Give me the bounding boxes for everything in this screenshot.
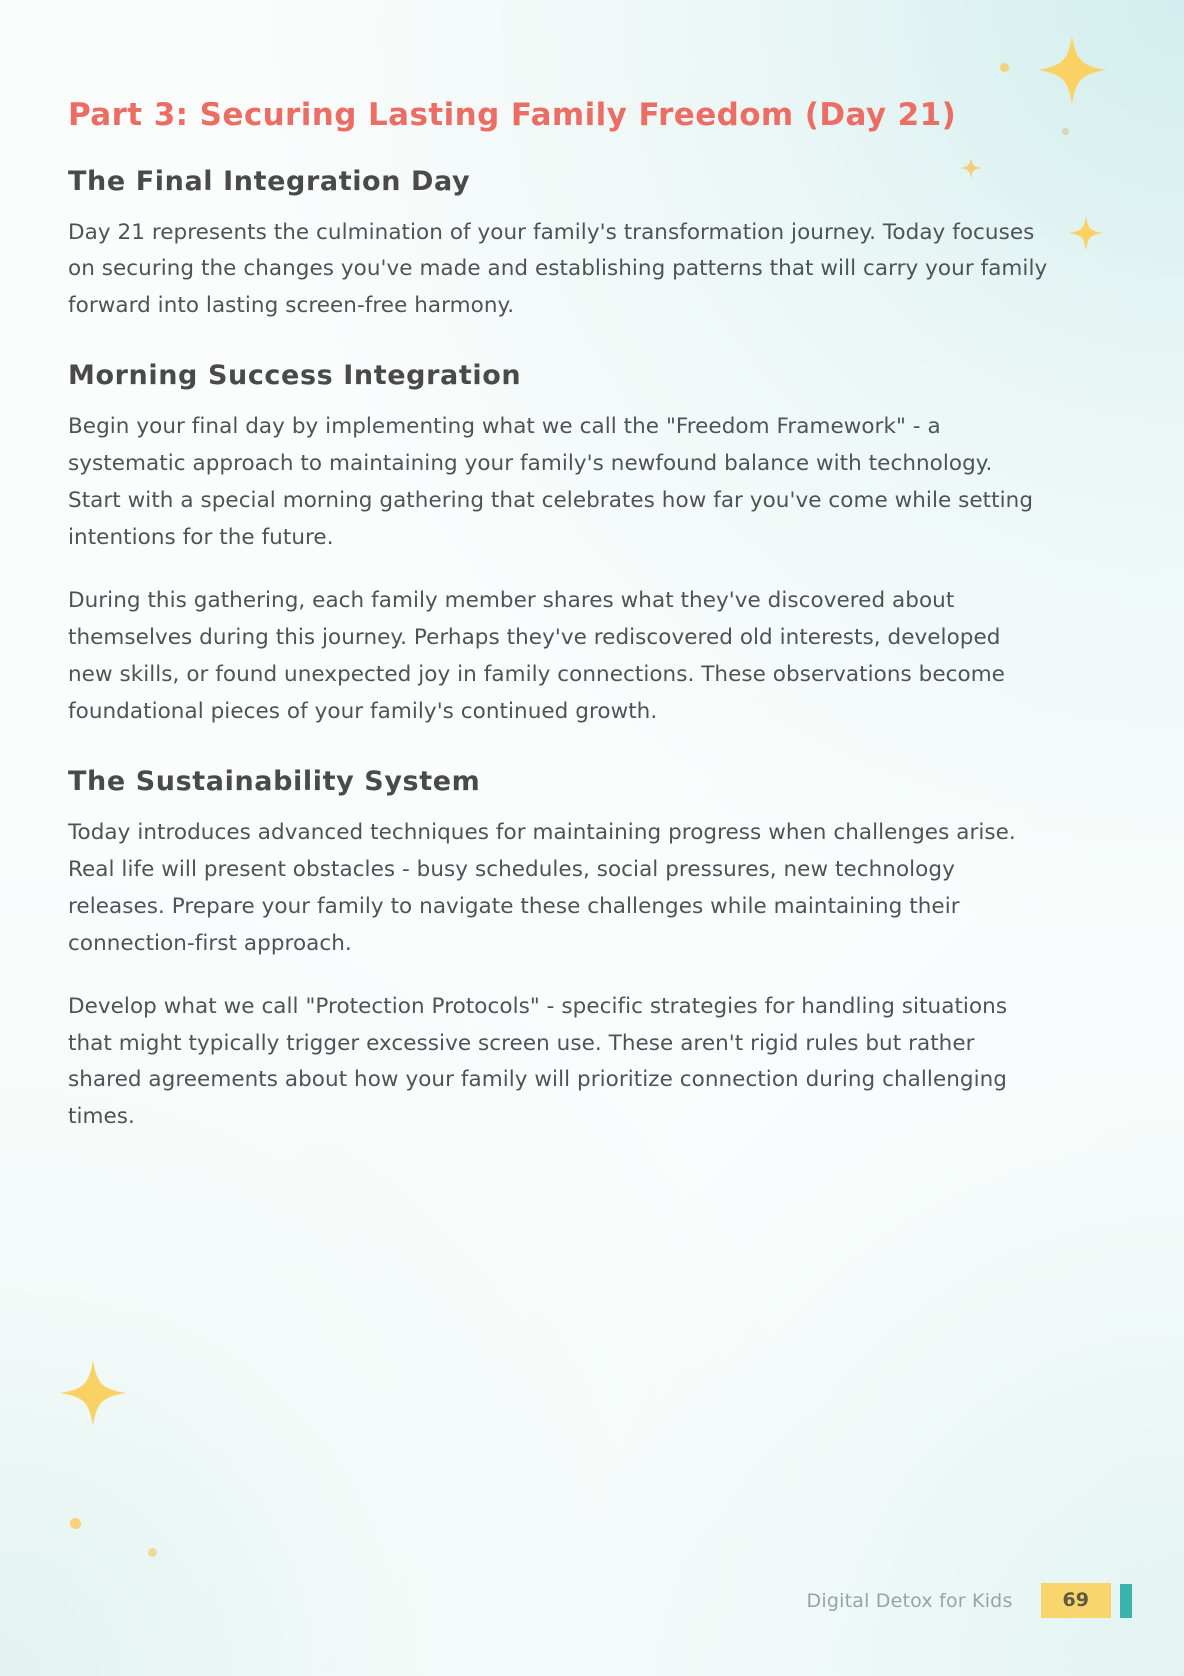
footer-book-title: Digital Detox for Kids <box>806 1589 1013 1612</box>
footer-accent-bar <box>1120 1584 1132 1618</box>
decorative-dot <box>70 1518 81 1529</box>
decorative-dot <box>1000 63 1009 72</box>
page-footer <box>807 1583 1132 1618</box>
sparkle-small-icon <box>1065 212 1107 254</box>
page-number-badge: 69 <box>1041 1583 1111 1618</box>
paragraph: Today introduces advanced techniques for maintaining progress when challenges arise. Real life will present obstacles - busy schedules, social pressures, new technology releases. Prepare your family to navigate these challenges while maintaining their connection-first approach. <box>68 819 1016 956</box>
sparkle-icon <box>55 1355 131 1431</box>
decorative-dot <box>1062 128 1069 135</box>
paragraph: Begin your final day by implementing what we call the "Freedom Framework" - a systematic approach to maintaining your family's newfound balance with technology. Start with a special morning gathering that celebrates how far you've come while setting intentions for the future. <box>68 414 1034 551</box>
decorative-dot <box>148 1548 157 1557</box>
section-heading-final-integration-day: The Final Integration Day <box>68 165 471 197</box>
section-heading-morning-success-integration: Morning Success Integration <box>68 360 522 392</box>
paragraph: Day 21 represents the culmination of your family's transformation journey. Today focuses on securing the changes you've made and establishing patterns that will carry your family forward into lasting screen-free harmony. <box>68 219 1048 319</box>
section-heading-sustainability-system: The Sustainability System <box>68 765 481 797</box>
paragraph: During this gathering, each family member shares what they've discovered about themselves during this journey. Perhaps they've rediscovered old interests, developed new skills, or found unexpected joy in family connections. These observations become foundational pieces of your family's continued growth. <box>68 588 1005 724</box>
paragraph: Develop what we call "Protection Protocols" - specific strategies for handling situations that might typically trigger excessive screen use. These aren't rigid rules but rather shared agreements about how your family will prioritize connection during challenging times. <box>68 993 1008 1130</box>
page-content <box>68 96 1048 1146</box>
page-title: Part 3: Securing Lasting Family Freedom (Day 21) <box>68 97 957 133</box>
